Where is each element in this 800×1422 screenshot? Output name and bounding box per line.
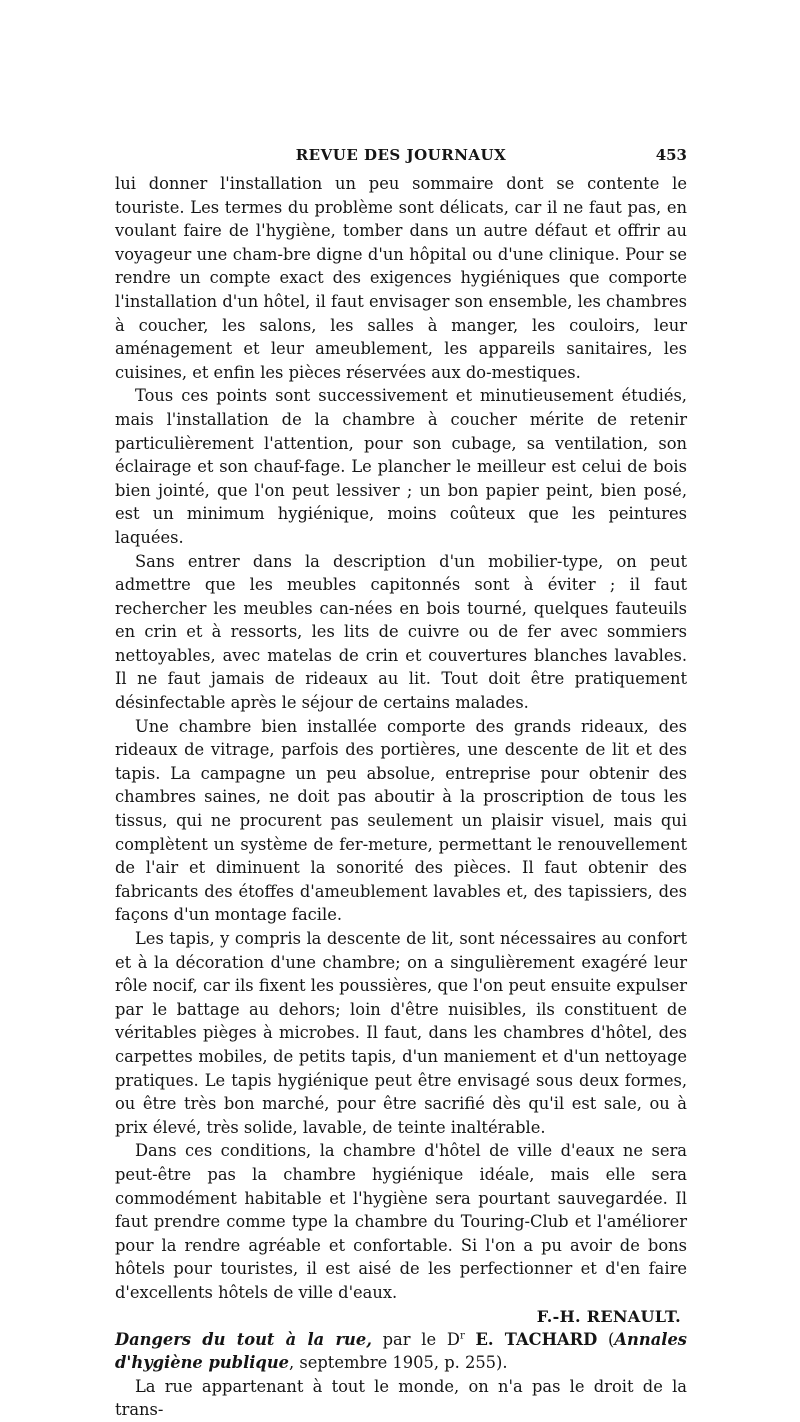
paragraph-1: lui donner l'installation un peu sommaire dont se contente le touriste. Les termes du problème sont délicats, car il ne faut pas, en voulant faire de l'hygiène, tomber dans un autre défaut et offrir au voyageur une cham-bre digne d'un hôpital ou d'une clinique. Pour se rendre un compte exact des exigences hygiéniques que comporte l'installation d'un hôtel, il faut envisager son ensemble, les chambres à coucher, les salons, les salles à manger, les couloirs, leur aménagement et leur ameublement, les appareils sanitaires, les cuisines, et enfin les pièces réservées aux do-mestiques. — [115, 174, 687, 382]
paragraph-4: Une chambre bien installée comporte des grands rideaux, des rideaux de vitrage, parfois des portières, une descente de lit et des tapis. La campagne un peu absolue, entreprise pour obtenir des chambres saines, ne doit pas aboutir à la proscription de tous les tissus, qui ne procurent pas seulement un plaisir visuel, mais qui complètent un système de fer-meture, permettant le renouvellement de l'air et diminuent la sonorité des pièces. Il faut obtenir des fabricants des étoffes d'ameublement lavables et, des tapissiers, des façons d'un montage facile. — [115, 716, 687, 925]
reference-title: Dangers du tout à la rue, — [115, 1329, 372, 1349]
reference-details: , septembre 1905, p. 255). — [289, 1353, 508, 1373]
paragraph-5: Les tapis, y compris la descente de lit, sont nécessaires au confort et à la décoration d'une chambre; on a singulièrement exagéré leur rôle nocif, car ils fixent les poussières, que l'on peut ensuite expulser par le battage au dehors; loin d'être nuisibles, ils constituent de véritables pièges à microbes. Il faut, dans les chambres d'hôtel, des carpettes mobiles, de petits tapis, d'un maniement et d'un nettoyage pratiques. Le tapis hygiénique peut être envisagé sous deux formes, ou être très bon marché, pour être sacrifié dès qu'il est sale, ou à prix élevé, très solide, lavable, de teinte inaltérable. — [115, 929, 687, 1137]
paragraph-8: La rue appartenant à tout le monde, on n'a pas le droit de la trans- — [115, 1376, 687, 1420]
reference-dr-superscript: r — [459, 1330, 465, 1342]
reference-by: par le D — [371, 1329, 460, 1349]
page-number: 453 — [655, 146, 687, 164]
page — [115, 146, 687, 1422]
reference-open-paren: ( — [597, 1329, 615, 1349]
paragraph-6: Dans ces conditions, la chambre d'hôtel de ville d'eaux ne sera peut-être pas la chambre hygiénique idéale, mais elle sera commodément habitable et l'hygiène sera pourtant sauvegardée. Il faut prendre comme type la chambre du Touring-Club et l'améliorer pour la rendre agréable et confortable. Si l'on a pu avoir de bons hôtels pour touristes, il est aisé de les perfectionner et d'en faire d'excellents hôtels de ville d'eaux. — [115, 1141, 687, 1302]
paragraph-2: Tous ces points sont successivement et minutieusement étudiés, mais l'installation de la chambre à coucher mérite de retenir particulièrement l'attention, pour son cubage, sa ventilation, son éclairage et son chauf-fage. Le plancher le meilleur est celui de bois bien jointé, que l'on peut lessiver ; un bon papier peint, bien posé, est un minimum hygiénique, moins coûteux que les peintures laquées. — [115, 386, 687, 547]
reference-journal: Annales d'hygiène publique — [115, 1329, 687, 1373]
paragraph-3: Sans entrer dans la description d'un mobilier-type, on peut admettre que les meubles capitonnés sont à éviter ; il faut rechercher les meubles can-nées en bois tourné, quelques fauteuils en crin et à ressorts, les lits de cuivre ou de fer avec sommiers nettoyables, avec matelas de crin et couvertures blanches lavables. Il ne faut jamais de rideaux au lit. Tout doit être pratiquement désinfectable après le séjour de certains malades. — [115, 551, 687, 713]
page-header — [115, 146, 687, 172]
reference-author: E. TACHARD — [475, 1329, 598, 1349]
running-title: REVUE DES JOURNAUX — [295, 146, 507, 164]
reference-entry — [115, 1328, 687, 1375]
author-signature: F.-H. RENAULT. — [536, 1306, 681, 1326]
